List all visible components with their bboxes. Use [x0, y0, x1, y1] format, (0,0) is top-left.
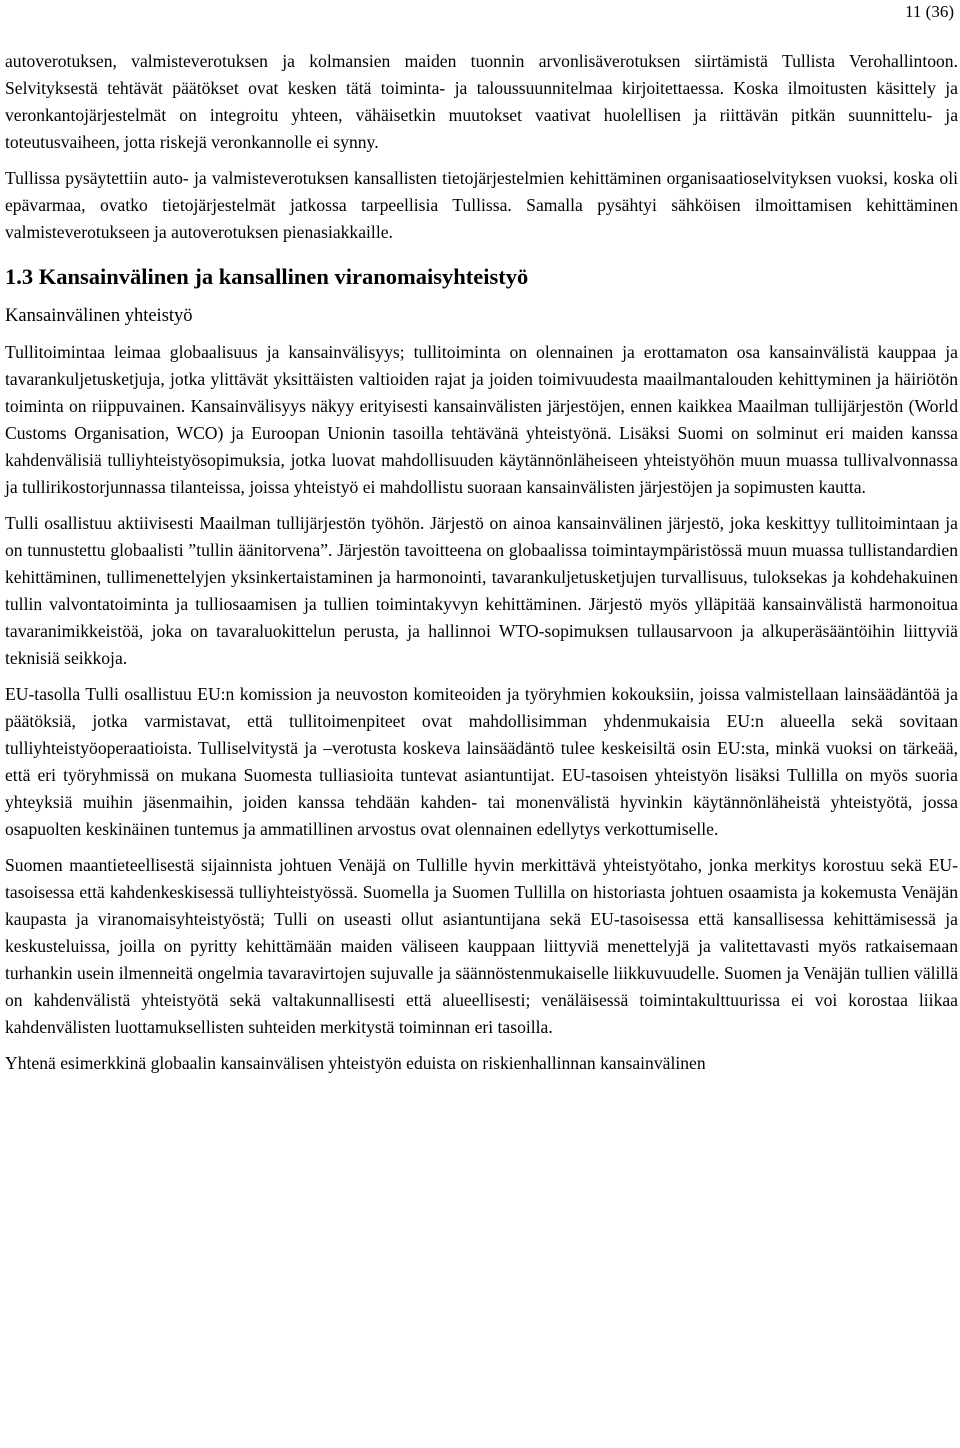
paragraph-intro-2: Tullissa pysäytettiin auto- ja valmisteverotuksen kansallisten tietojärjestelmien kehittäminen organisaatioselvityksen vuoksi, koska oli epävarmaa, ovatko tietojärjestelmät jatkossa tarpeellisia Tullissa. Samalla pysähtyi sähköisen ilmoittamisen kehittäminen valmisteverotukseen ja autoverotuksen pienasiakkaille. — [5, 168, 958, 242]
paragraph-3: EU-tasolla Tulli osallistuu EU:n komission ja neuvoston komiteoiden ja työryhmien kokouksiin, joissa valmistellaan lainsäädäntöä ja päätöksiä, jotka varmistavat, että tullitoimenpiteet ovat mahdollisimman yhdenmukaisia EU:n alueella sekä sovitaan tulliyhteistyöoperaatioista. Tulliselvitystä ja –verotusta koskeva lainsäädäntö tulee keskeisiltä osin EU:sta, minkä vuoksi on tärkeää, että eri työryhmissä on mukana Suomesta tulliasioita tuntevat asiantuntijat. EU-tasoisen yhteistyön lisäksi Tullilla on myös suoria yhteyksiä muihin jäsenmaihin, joiden kanssa tehdään kahden- tai monenvälistä hyvinkin käytännönläheistä yhteistyötä, jossa osapuolten keskinäinen tuntemus ja ammatillinen arvostus ovat olennainen edellytys verkottumiselle. — [5, 684, 958, 839]
paragraph-intro-1: autoverotuksen, valmisteverotuksen ja kolmansien maiden tuonnin arvonlisäverotuksen siirtämistä Tullista Verohallintoon. Selvityksestä tehtävät päätökset ovat kesken tätä toiminta- ja taloussuunnitelmaa kirjoitettaessa. Koska ilmoitusten käsittely ja veronkantojärjestelmät on integroitu yhteen, vähäisetkin muutokset vaativat huolellisen ja riittävän pitkän suunnittelu- ja toteutusvaiheen, jotta riskejä veronkannolle ei synny. — [5, 51, 958, 152]
page-number: 11 (36) — [905, 2, 954, 21]
paragraph-2: Tulli osallistuu aktiivisesti Maailman tullijärjestön työhön. Järjestö on ainoa kansainvälinen järjestö, joka keskittyy tullitoimintaan ja on tunnustettu globaalisti ”tullin äänitorvena”. Järjestön tavoitteena on globaalissa toimintaympäristössä muun muassa tullistandardien kehittäminen, tullimenettelyjen yksinkertaistaminen ja harmonointi, tavarankuljetusketjujen turvallisuus, tuloksekas ja kohdehakuinen tullin valvontatoiminta ja tulliosaamisen ja tullien toimintakyvyn kehittäminen. Järjestö myös ylläpitää kansainvälistä harmonoitua tavaranimikkeistöä, joka on tavaraluokittelun perusta, ja hallinnoi WTO-sopimuksen tullausarvoon ja alkuperäsääntöihin liittyviä teknisiä seikkoja. — [5, 513, 958, 668]
document-body — [5, 48, 958, 1077]
paragraph-1: Tullitoimintaa leimaa globaalisuus ja kansainvälisyys; tullitoiminta on olennainen ja erottamaton osa kansainvälistä kauppaa ja tavarankuljetusketjuja, jotka ylittävät yksittäisten valtioiden rajat ja joiden toimivuudesta maailmantalouden kehittyminen ja häiriötön toiminta on riippuvainen. Kansainvälisyys näkyy erityisesti kansainvälisten järjestöjen, ennen kaikkea Maailman tullijärjestön (World Customs Organisation, WCO) ja Euroopan Unionin tasoilla tehtävänä yhteistyönä. Lisäksi Suomi on solminut eri maiden kanssa kahdenvälisiä tulliyhteistyösopimuksia, jotka luovat mahdollisuuden käytännönläheiseen yhteistyöhön muun muassa tullivalvonnassa ja tullirikostorjunnassa tilanteissa, joissa yhteistyö ei mahdollistu suoraan kansainvälisten järjestöjen ja sopimusten kautta. — [5, 342, 958, 497]
section-heading: 1.3 Kansainvälinen ja kansallinen viranomaisyhteistyö — [5, 264, 529, 289]
paragraph-5: Yhtenä esimerkkinä globaalin kansainvälisen yhteistyön eduista on riskienhallinnan kansainvälinen — [5, 1053, 706, 1073]
section-subheading: Kansainvälinen yhteistyö — [5, 306, 193, 326]
paragraph-4: Suomen maantieteellisestä sijainnista johtuen Venäjä on Tullille hyvin merkittävä yhteistyötaho, jonka merkitys korostuu sekä EU-tasoisessa että kahdenkeskisessä tulliyhteistyössä. Suomella ja Suomen Tullilla on historiasta johtuen osaamista ja kokemusta Venäjän kaupasta ja viranomaisyhteistyöstä; Tulli on useasti ollut asiantuntijana sekä EU-tasoisessa että kansallisessa kehittämisessä ja keskusteluissa, joilla on pyritty kehittämään maiden väliseen kauppaan liittyviä menettelyjä ja valitettavasti myös ratkaisemaan turhankin usein ilmenneitä ongelmia tavaravirtojen sujuvalle ja säännöstenmukaiselle liikkuvuudelle. Suomen ja Venäjän tullien välillä on kahdenvälistä yhteistyötä sekä valtakunnallisesti että alueellisesti; venäläisessä toimintakulttuurissa ei voi korostaa liikaa kahdenvälisten luottamuksellisten suhteiden merkitystä toiminnan eri tasoilla. — [5, 855, 958, 1037]
